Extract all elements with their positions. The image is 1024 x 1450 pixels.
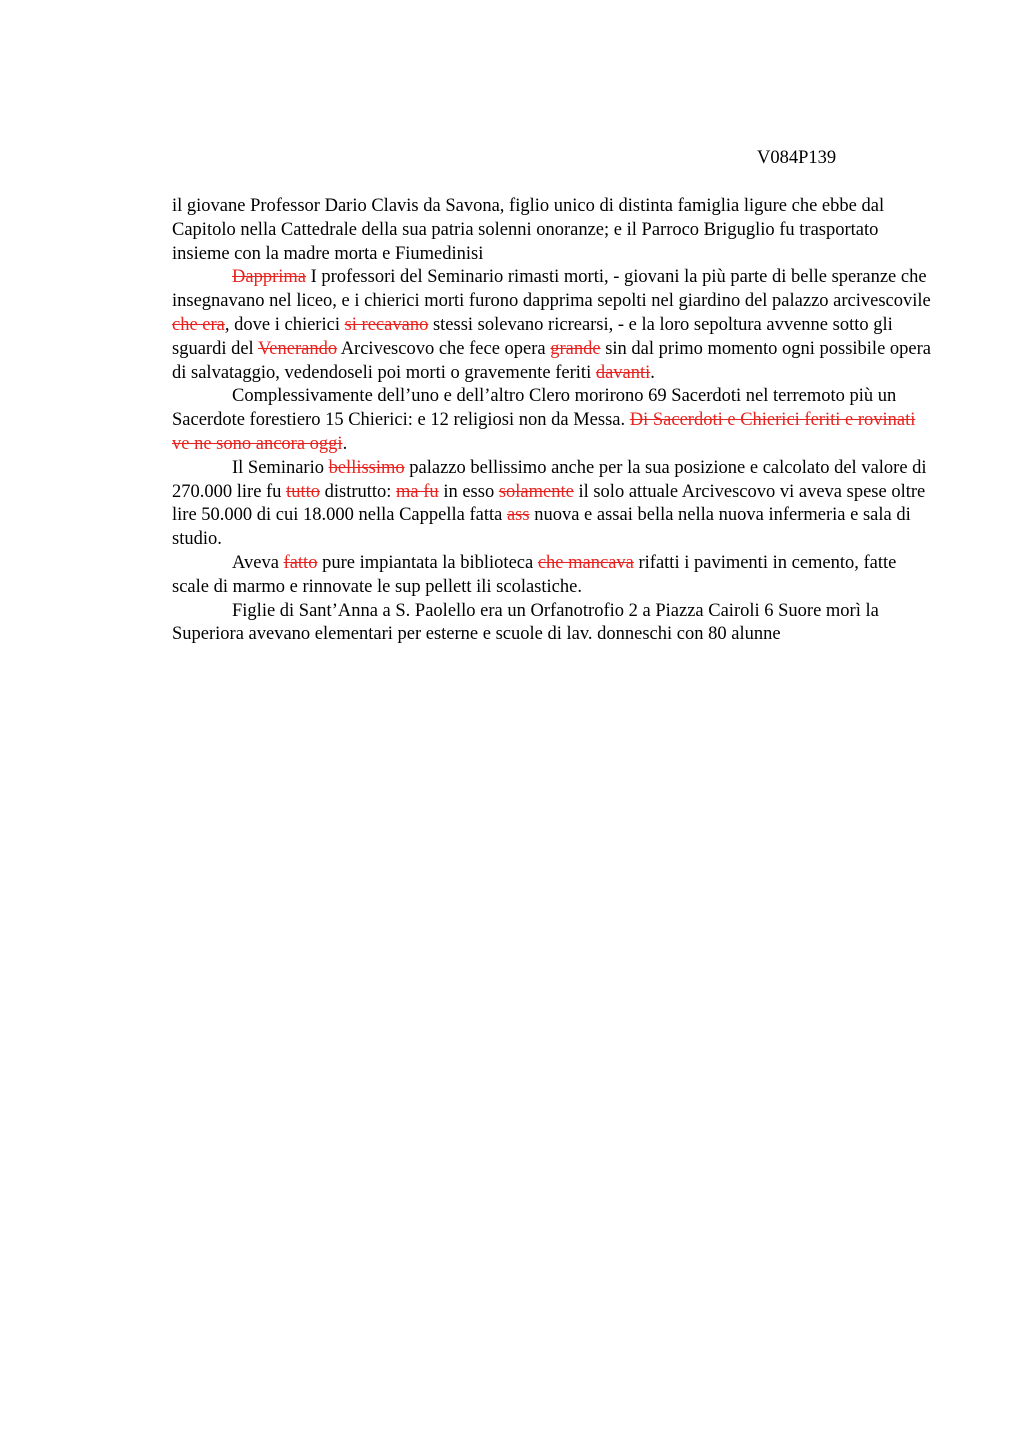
deleted-text: Di Sacerdoti e Chierici feriti e rovinati ve ne sono ancora oggi <box>172 410 916 454</box>
deleted-text: davanti <box>595 362 651 383</box>
transcription-body <box>172 195 932 647</box>
deleted-text: che era <box>172 314 225 335</box>
deleted-text: tutto <box>286 481 320 502</box>
paragraph <box>172 600 932 648</box>
text-segment: Arcivescovo che fece opera <box>337 338 551 359</box>
text-segment: distrutto: <box>319 481 397 502</box>
text-segment: stessi solevano ricrearsi, - e la loro sepoltura avvenne sotto gli sguardi del <box>172 314 893 359</box>
deleted-text: solamente <box>498 481 574 502</box>
paragraph <box>172 552 932 600</box>
deleted-text: ma fu <box>396 481 439 502</box>
text-segment: sin dal primo momento ogni possibile opera di salvataggio, vedendoseli poi morti o gravemente feriti <box>172 338 931 383</box>
deleted-text: bellissimo <box>328 457 405 478</box>
deleted-text: ass <box>506 505 530 526</box>
text-segment: Figlie di Sant’Anna a S. Paolello era un Orfanotrofio 2 a Piazza Cairoli 6 Suore morì la Superiora avevano elementari per esterne e scuole di lav. donneschi con 80 alunne <box>172 600 879 645</box>
deleted-text: Venerando <box>257 338 338 359</box>
text-segment: . <box>650 362 655 383</box>
text-segment: , dove i chierici <box>224 314 345 335</box>
deleted-text: si recavano <box>344 314 429 335</box>
page-identifier: V084P139 <box>757 148 837 168</box>
deleted-text: fatto <box>283 552 318 573</box>
text-segment: il solo attuale Arcivescovo vi aveva spese oltre lire 50.000 di cui 18.000 nella Cappella fatta <box>172 481 926 526</box>
text-segment: Complessivamente dell’uno e dell’altro Clero morirono 69 Sacerdoti nel terremoto più un Sacerdote forestiero 15 Chierici: e 12 religiosi non da Messa. <box>172 386 897 431</box>
paragraph <box>172 385 932 456</box>
text-segment: Il Seminario <box>232 457 329 478</box>
paragraph <box>172 195 932 266</box>
deleted-text: Dapprima <box>232 267 306 288</box>
text-segment: Aveva <box>232 552 284 573</box>
text-segment: . <box>342 433 348 454</box>
text-segment: rifatti i pavimenti in cemento, fatte scale di marmo e rinnovate le sup pellett ili scolastiche. <box>172 552 897 597</box>
text-segment: I professori del Seminario rimasti morti, - giovani la più parte di belle speranze che insegnavano nel liceo, e i chierici morti furono dapprima sepolti nel giardino del palazzo arcivescovile <box>172 267 931 312</box>
paragraph <box>172 266 932 385</box>
text-segment: in esso <box>438 481 499 502</box>
text-segment: nuova e assai bella nella nuova infermeria e sala di studio. <box>172 505 911 550</box>
deleted-text: grande <box>550 338 601 359</box>
text-segment: palazzo bellissimo anche per la sua posizione e calcolato del valore di 270.000 lire fu <box>172 457 927 502</box>
deleted-text: che mancava <box>537 552 634 573</box>
paragraph <box>172 457 932 552</box>
text-segment: il giovane Professor Dario Clavis da Savona, figlio unico di distinta famiglia ligure che ebbe dal Capitolo nella Cattedrale della sua patria solenni onoranze; e il Parroco Briguglio fu trasportato insieme con la madre morta e Fiumedinisi <box>172 196 885 264</box>
text-segment: pure impiantata la biblioteca <box>317 552 538 573</box>
